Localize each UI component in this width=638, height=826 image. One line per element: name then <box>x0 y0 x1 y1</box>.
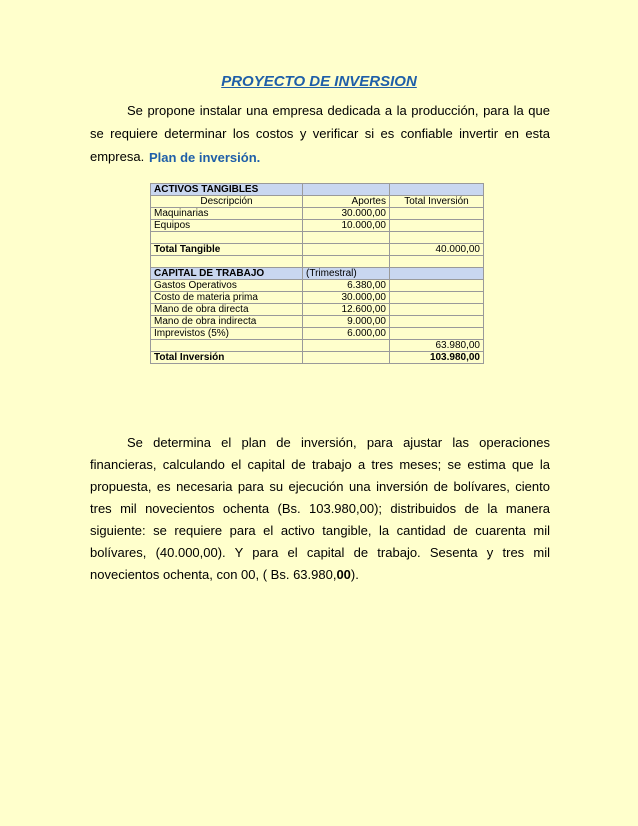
body-text-end: ). <box>350 567 359 582</box>
table-header-row <box>151 196 484 208</box>
table-row <box>151 352 484 364</box>
total-inversion-label: Total Inversión <box>151 352 303 364</box>
capital-header: CAPITAL DE TRABAJO <box>151 268 303 280</box>
body-text: Se determina el plan de inversión, para ajustar las operaciones financieras, calculando el capital de trabajo a tres meses; se estima que la propuesta, es necesaria para su ejecución una inversión de bolívares, ciento tres mil novecientos ochenta (Bs. 103.980,00); distribuidos de la manera siguiente: se requiere para el activo tangible, la cantidad de cuarenta mil bolívares, (40.000,00). Y para el capital de trabajo. Sesenta y tres mil novecientos ochenta, con 00, ( Bs. 63.980, <box>90 435 550 582</box>
total-tangible-label: Total Tangible <box>151 244 303 256</box>
table-row <box>151 268 484 280</box>
intro-paragraph: Se propone instalar una empresa dedicada a la producción, para la que se requiere determinar los costos y verificar si es confiable invertir en esta empresa. <box>90 103 550 164</box>
row-description: Maquinarias <box>151 208 303 220</box>
capital-total-value: 63.980,00 <box>390 340 484 352</box>
empty-cell <box>303 352 390 364</box>
empty-cell <box>151 340 303 352</box>
row-aporte: 10.000,00 <box>303 220 390 232</box>
row-aporte: 6.000,00 <box>303 328 390 340</box>
blank-row <box>151 232 484 244</box>
page-title: PROYECTO DE INVERSION <box>221 73 417 90</box>
row-aporte: 6.380,00 <box>303 280 390 292</box>
table-row <box>151 340 484 352</box>
table-row <box>151 244 484 256</box>
empty-cell <box>390 292 484 304</box>
table-row <box>151 220 484 232</box>
empty-cell <box>390 304 484 316</box>
empty-cell <box>303 184 390 196</box>
empty-cell <box>390 220 484 232</box>
row-aporte: 12.600,00 <box>303 304 390 316</box>
capital-period: (Trimestral) <box>303 268 390 280</box>
body-paragraph <box>90 432 550 586</box>
body-text-bold: 00 <box>336 567 351 582</box>
row-aporte: 30.000,00 <box>303 292 390 304</box>
blank-row <box>151 256 484 268</box>
table-row <box>151 292 484 304</box>
column-header-aportes: Aportes <box>303 196 390 208</box>
table-row <box>151 304 484 316</box>
row-description: Costo de materia prima <box>151 292 303 304</box>
empty-cell <box>303 340 390 352</box>
row-description: Mano de obra directa <box>151 304 303 316</box>
table-row <box>151 208 484 220</box>
empty-cell <box>390 316 484 328</box>
empty-cell <box>390 208 484 220</box>
row-description: Imprevistos (5%) <box>151 328 303 340</box>
column-header-total: Total Inversión <box>390 196 484 208</box>
empty-cell <box>390 280 484 292</box>
empty-cell <box>390 328 484 340</box>
section-heading: Plan de inversión. <box>149 150 261 165</box>
row-description: Gastos Operativos <box>151 280 303 292</box>
empty-cell <box>390 268 484 280</box>
row-description: Equipos <box>151 220 303 232</box>
table-row <box>151 280 484 292</box>
table-row <box>151 184 484 196</box>
table-row <box>151 316 484 328</box>
column-header-description: Descripción <box>151 196 303 208</box>
table-row <box>151 328 484 340</box>
total-tangible-value: 40.000,00 <box>390 244 484 256</box>
empty-cell <box>390 184 484 196</box>
total-inversion-value: 103.980,00 <box>390 352 484 364</box>
investment-table <box>150 183 484 364</box>
row-aporte: 30.000,00 <box>303 208 390 220</box>
row-description: Mano de obra indirecta <box>151 316 303 328</box>
row-aporte: 9.000,00 <box>303 316 390 328</box>
empty-cell <box>303 244 390 256</box>
tangibles-header: ACTIVOS TANGIBLES <box>151 184 303 196</box>
